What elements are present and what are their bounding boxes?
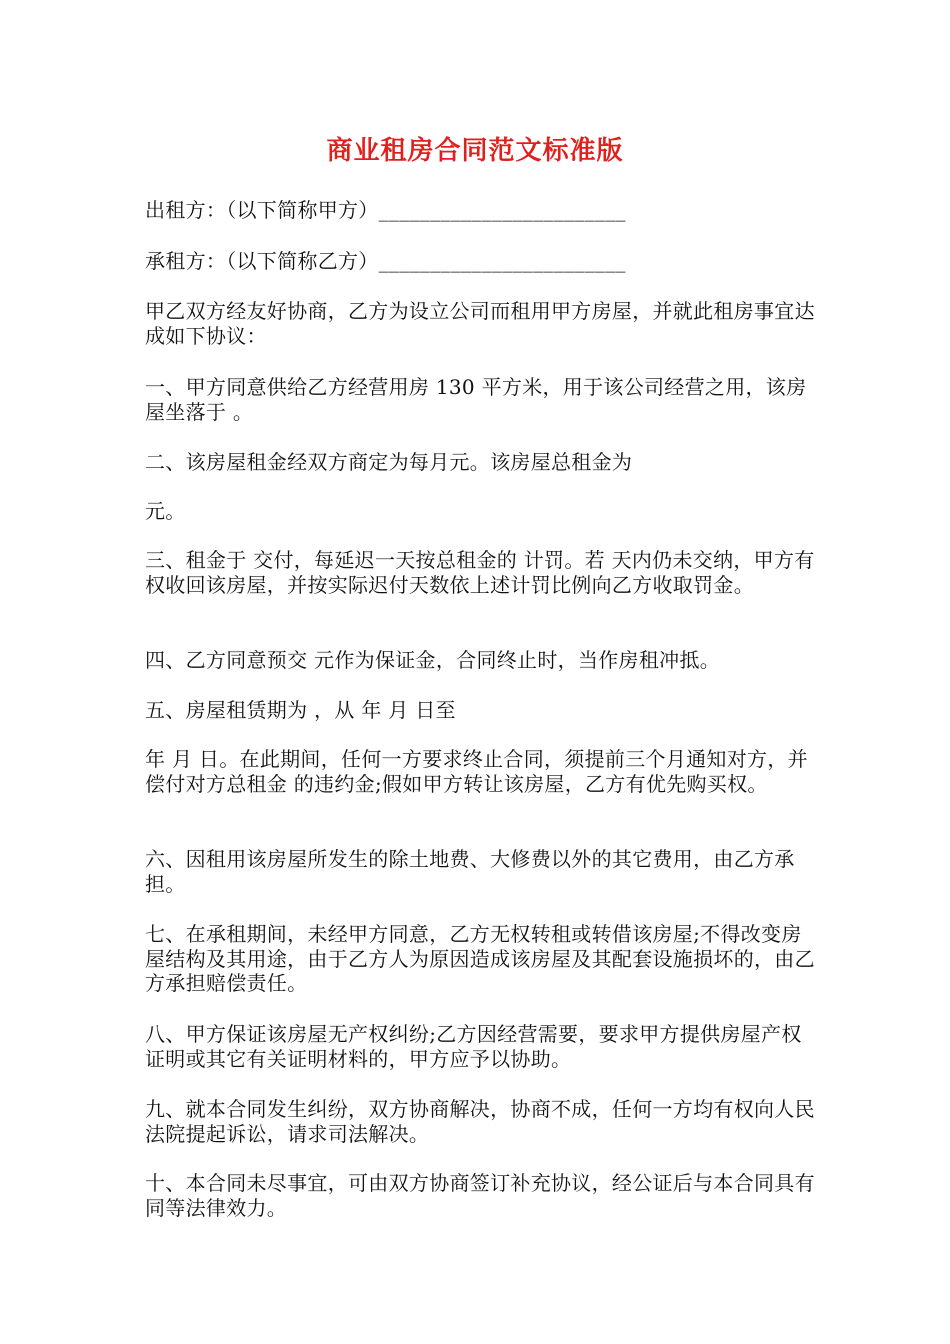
clause-9: 九、就本合同发生纠纷，双方协商解决，协商不成，任何一方均有权向人民法院提起诉讼，请求司法解决。 bbox=[145, 1097, 815, 1146]
lessee-line: 承租方：（以下简称乙方）________________________ bbox=[145, 249, 626, 273]
clause-2-part-2: 元。 bbox=[145, 499, 186, 523]
clause-5-part-1: 五、房屋租赁期为 ，从 年 月 日至 bbox=[145, 698, 456, 722]
clause-2-part-1: 二、该房屋租金经双方商定为每月元。该房屋总租金为 bbox=[145, 450, 633, 474]
lessor-line: 出租方：（以下简称甲方）________________________ bbox=[145, 198, 626, 222]
intro-paragraph: 甲乙双方经友好协商，乙方为设立公司而租用甲方房屋，并就此租房事宜达成如下协议： bbox=[145, 299, 815, 348]
clause-6: 六、因租用该房屋所发生的除土地费、大修费以外的其它费用，由乙方承担。 bbox=[145, 847, 795, 896]
clause-1: 一、甲方同意供给乙方经营用房 130 平方米，用于该公司经营之用，该房屋坐落于 。 bbox=[145, 375, 807, 424]
clause-10: 十、本合同未尽事宜，可由双方协商签订补充协议，经公证后与本合同具有同等法律效力。 bbox=[145, 1171, 815, 1220]
clause-8: 八、甲方保证该房屋无产权纠纷;乙方因经营需要，要求甲方提供房屋产权证明或其它有关证明材料的，甲方应予以协助。 bbox=[145, 1022, 802, 1071]
clause-7: 七、在承租期间，未经甲方同意，乙方无权转租或转借该房屋;不得改变房屋结构及其用途，由于乙方人为原因造成该房屋及其配套设施损坏的，由乙方承担赔偿责任。 bbox=[145, 922, 815, 995]
document-title: 商业租房合同范文标准版 bbox=[326, 136, 624, 166]
clause-5-part-2: 年 月 日。在此期间，任何一方要求终止合同，须提前三个月通知对方，并偿付对方总租金 的违约金;假如甲方转让该房屋，乙方有优先购买权。 bbox=[145, 747, 808, 796]
clause-3: 三、租金于 交付，每延迟一天按总租金的 计罚。若 天内仍未交纳，甲方有权收回该房屋，并按实际迟付天数依上述计罚比例向乙方收取罚金。 bbox=[145, 548, 815, 597]
clause-4: 四、乙方同意预交 元作为保证金，合同终止时，当作房租冲抵。 bbox=[145, 648, 721, 672]
